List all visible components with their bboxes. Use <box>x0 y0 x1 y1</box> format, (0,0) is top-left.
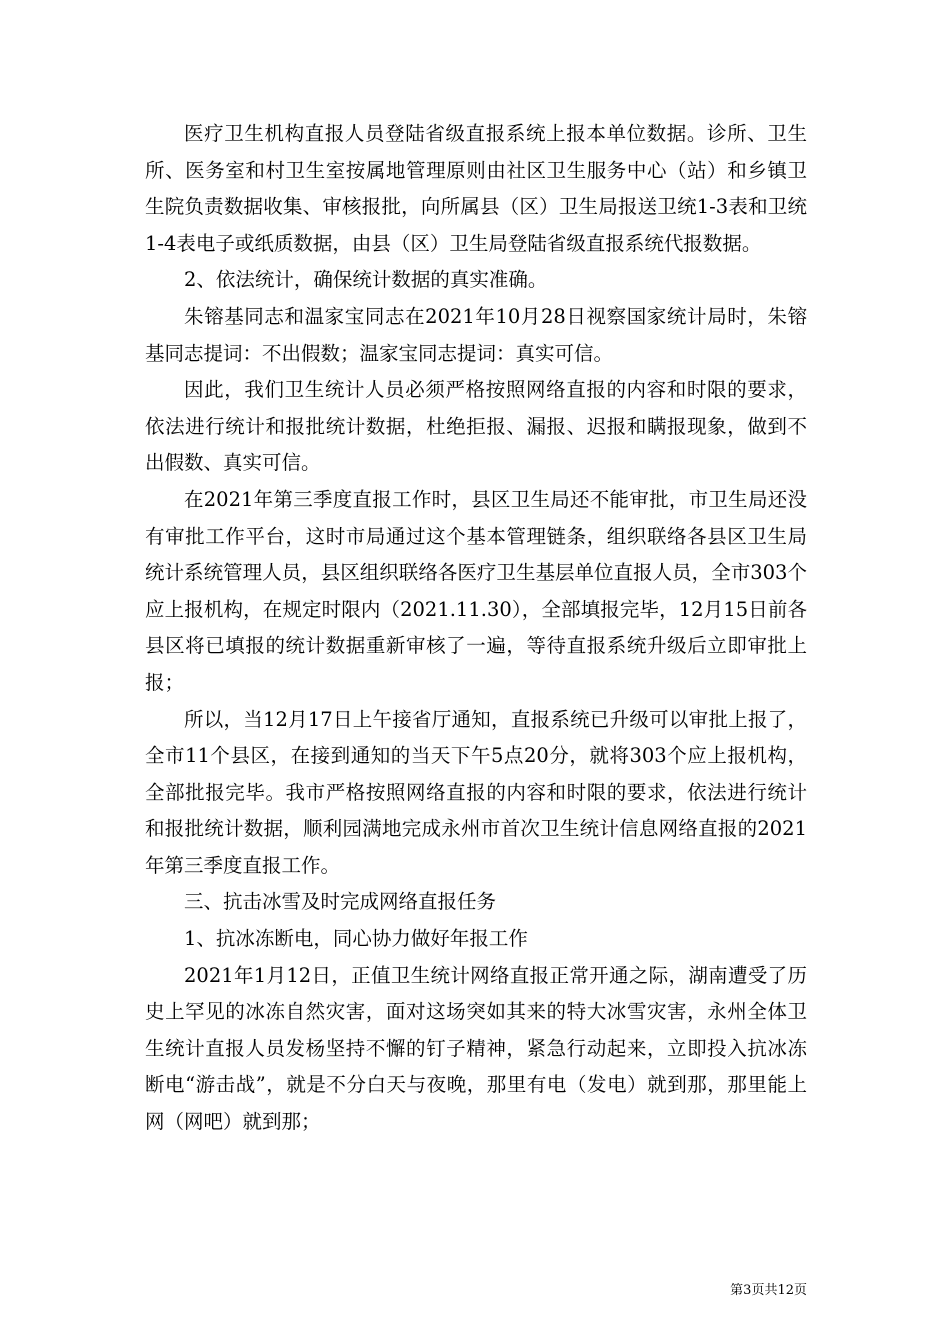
subheading-anti-freeze: 1、抗冰冻断电，同心协力做好年报工作 <box>184 927 528 951</box>
paragraph-ice-disaster: 2021年1月12日，正值卫生统计网络直报正常开通之际，湖南遭受了历史上罕见的冰冻自然灾害，面对这场突如其来的特大冰雪灾害，永州全体卫生统计直报人员发杨坚持不懈的钉子精神，紧急行动起来，立即投入抗冰冻断电“游击战”，就是不分白天与夜晚，那里有电（发电）就到那，那里能上网（网吧）就到那； <box>145 963 807 1134</box>
paragraph-leaders-inscription: 朱镕基同志和温家宝同志在2021年10月28日视察国家统计局时，朱镕基同志提词：不出假数；温家宝同志提词：真实可信。 <box>145 304 807 365</box>
page-number-footer <box>730 1283 807 1299</box>
paragraph-therefore-requirements: 因此，我们卫生统计人员必须严格按照网络直报的内容和时限的要求，依法进行统计和报批统计数据，杜绝拒报、漏报、迟报和瞒报现象，做到不出假数、真实可信。 <box>145 378 807 475</box>
paragraph-reporting-process: 医疗卫生机构直报人员登陆省级直报系统上报本单位数据。诊所、卫生所、医务室和村卫生室按属地管理原则由社区卫生服务中心（站）和乡镇卫生院负责数据收集、审核报批，向所属县（区）卫生局报送卫统1-3表和卫统1-4表电子或纸质数据，由县（区）卫生局登陆省级直报系统代报数据。 <box>145 122 807 255</box>
page-number-label: 第3页共12页 <box>730 1283 807 1298</box>
section-heading-ice-snow: 三、抗击冰雪及时完成网络直报任务 <box>184 890 497 914</box>
document-body <box>145 116 807 1141</box>
paragraph-third-quarter-work: 在2021年第三季度直报工作时，县区卫生局还不能审批，市卫生局还没有审批工作平台，这时市局通过这个基本管理链条，组织联络各县区卫生局统计系统管理人员，县区组织联络各医疗卫生基层单位直报人员，全市303个应上报机构，在规定时限内（2021.11.30），全部填报完毕，12月15日前各县区将已填报的统计数据重新审核了一遍，等待直报系统升级后立即审批上报； <box>145 487 807 694</box>
paragraph-heading-lawful-statistics: 2、依法统计，确保统计数据的真实准确。 <box>184 268 548 292</box>
paragraph-approval-completed: 所以，当12月17日上午接省厅通知，直报系统已升级可以审批上报了，全市11个县区，在接到通知的当天下午5点20分，就将303个应上报机构，全部批报完毕。我市严格按照网络直报的内容和时限的要求，依法进行统计和报批统计数据，顺利园满地完成永州市首次卫生统计信息网络直报的2021年第三季度直报工作。 <box>145 707 807 877</box>
